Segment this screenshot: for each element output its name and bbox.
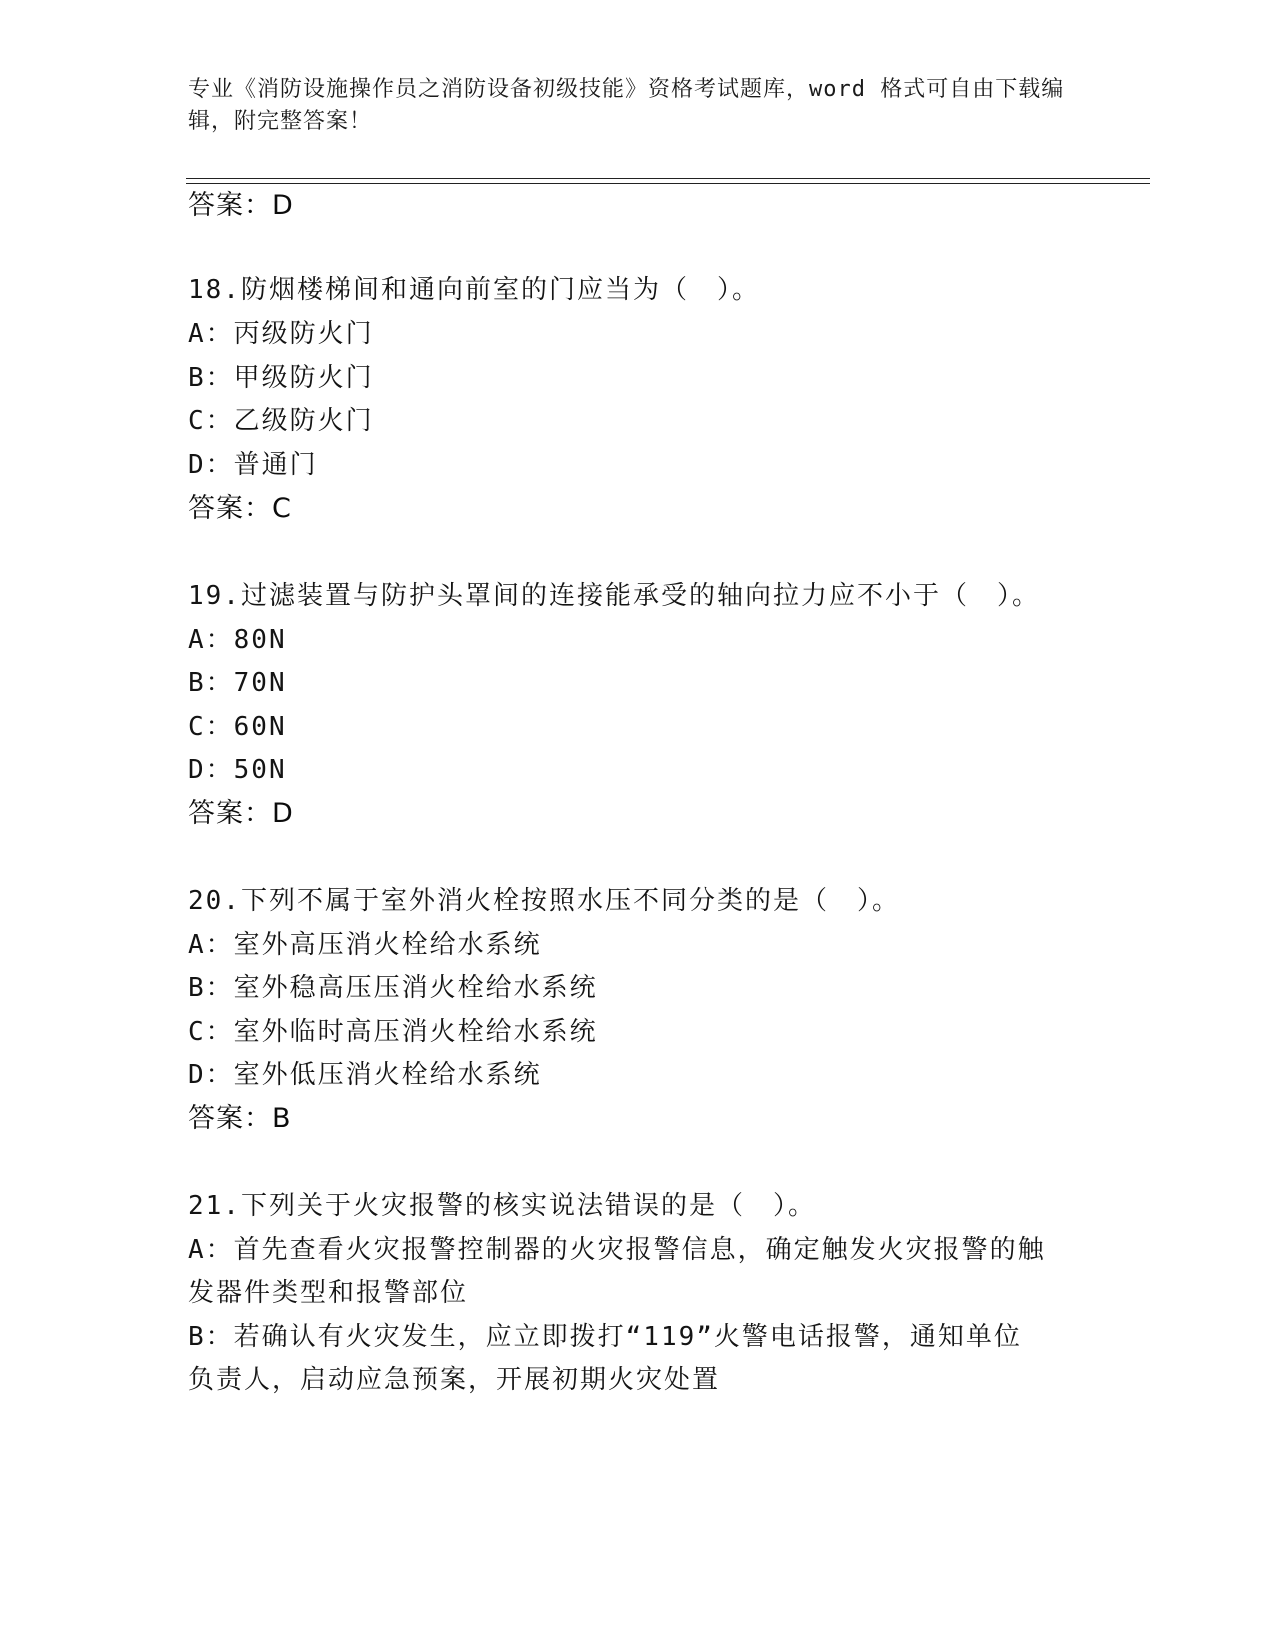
question-20-stem: 20.下列不属于室外消火栓按照水压不同分类的是（ ）。: [188, 886, 900, 916]
page-header: 专业《消防设施操作员之消防设备初级技能》资格考试题库，word 格式可自由下载编辑，附完整答案！: [188, 77, 1065, 134]
question-18-option-c: C：乙级防火门: [188, 406, 374, 436]
question-20-option-a: A：室外高压消火栓给水系统: [188, 930, 542, 960]
answer-17: 答案：D: [188, 190, 294, 221]
answer-19: 答案：D: [188, 798, 294, 829]
question-19-option-b: B：70N: [188, 668, 287, 698]
header-divider-top: [186, 178, 1150, 179]
question-18-stem: 18.防烟楼梯间和通向前室的门应当为（ ）。: [188, 275, 760, 305]
header-divider-bottom: [186, 183, 1150, 184]
question-18-option-b: B：甲级防火门: [188, 363, 374, 393]
question-19-option-a: A：80N: [188, 625, 287, 655]
question-20-option-c: C：室外临时高压消火栓给水系统: [188, 1017, 598, 1047]
question-21-stem: 21.下列关于火灾报警的核实说法错误的是（ ）。: [188, 1191, 816, 1221]
question-19-stem: 19.过滤装置与防护头罩间的连接能承受的轴向拉力应不小于（ ）。: [188, 581, 1040, 611]
question-21-option-b: B：若确认有火灾发生，应立即拨打“119”火警电话报警，通知单位: [188, 1322, 1022, 1352]
question-20-option-b: B：室外稳高压压消火栓给水系统: [188, 973, 598, 1003]
question-21-option-b-cont: 负责人，启动应急预案，开展初期火灾处置: [188, 1365, 721, 1395]
question-18-option-d: D：普通门: [188, 450, 318, 480]
question-20-option-d: D：室外低压消火栓给水系统: [188, 1060, 542, 1090]
question-21-option-a-cont: 发器件类型和报警部位: [188, 1278, 469, 1308]
question-18-option-a: A：丙级防火门: [188, 319, 374, 349]
answer-18: 答案：C: [188, 493, 292, 524]
question-19-option-c: C：60N: [188, 712, 287, 742]
question-21-option-a: A：首先查看火灾报警控制器的火灾报警信息，确定触发火灾报警的触: [188, 1235, 1046, 1265]
question-19-option-d: D：50N: [188, 755, 287, 785]
answer-20: 答案：B: [188, 1103, 292, 1134]
